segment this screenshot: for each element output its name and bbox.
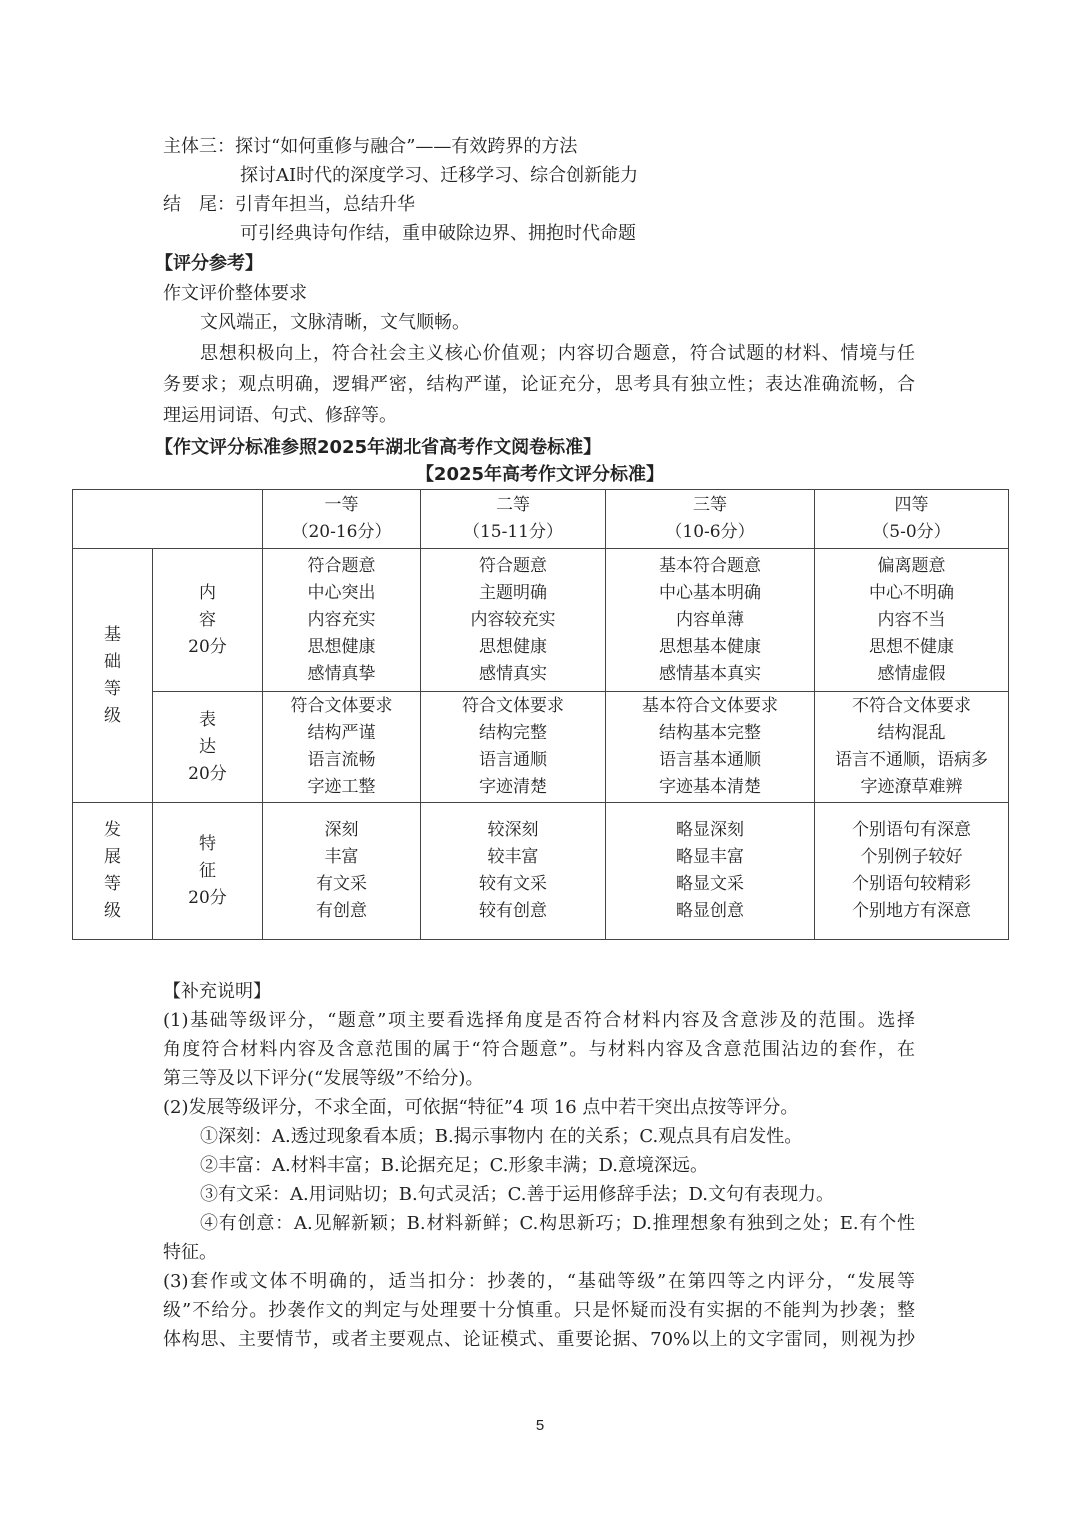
page-number: 5 xyxy=(535,1417,545,1434)
content-label: 内 容 20分 xyxy=(153,549,263,692)
overall-p2-line2: 务要求；观点明确，逻辑严密，结构严谨，论证充分，思考具有独立性；表达准确流畅，合 xyxy=(163,374,915,395)
table-corner xyxy=(73,490,263,549)
overall-title: 作文评价整体要求 xyxy=(163,283,307,304)
content-row xyxy=(73,549,1009,692)
supplement-item-4-line2: 特征。 xyxy=(163,1242,217,1263)
outline-body3 xyxy=(163,135,577,159)
overall-p1: 文风端正，文脉清晰，文气顺畅。 xyxy=(200,312,470,333)
expression-cell-4: 不符合文体要求 结构混乱 语言不通顺，语病多 字迹潦草难辨 xyxy=(815,692,1009,803)
content-cell-4: 偏离题意 中心不明确 内容不当 思想不健康 感情虚假 xyxy=(815,549,1009,692)
dev-level-label: 发 展 等 级 xyxy=(73,803,153,940)
header-grade-4: 四等 （5-0分） xyxy=(815,490,1009,549)
feature-cell-1: 深刻 丰富 有文采 有创意 xyxy=(263,803,421,940)
overall-p2-line3: 理运用词语、句式、修辞等。 xyxy=(163,405,397,426)
supplement-s1-line3: 第三等及以下评分(“发展等级”不给分)。 xyxy=(163,1068,484,1089)
supplement-s1-line2: 角度符合材料内容及含意范围的属于“符合题意”。与材料内容及含意范围沾边的套作，在 xyxy=(163,1039,915,1060)
expression-cell-3: 基本符合文体要求 结构基本完整 语言基本通顺 字迹基本清楚 xyxy=(606,692,815,803)
supplement-s3-line1: (3)套作或文体不明确的，适当扣分：抄袭的，“基础等级”在第四等之内评分，“发展等 xyxy=(163,1271,915,1292)
supplement-item-3: ③有文采：A.用词贴切；B.句式灵活；C.善于运用修辞手法；D.文句有表现力。 xyxy=(200,1184,835,1205)
feature-row xyxy=(73,803,1009,940)
content-cell-2: 符合题意 主题明确 内容较充实 思想健康 感情真实 xyxy=(421,549,606,692)
table-title: 【2025年高考作文评分标准】 xyxy=(415,464,665,485)
expression-cell-2: 符合文体要求 结构完整 语言通顺 字迹清楚 xyxy=(421,692,606,803)
header-grade-2: 二等 （15-11分） xyxy=(421,490,606,549)
outline-body3-line2: 探讨AI时代的深度学习、迁移学习、综合创新能力 xyxy=(240,165,639,186)
content-cell-3: 基本符合题意 中心基本明确 内容单薄 思想基本健康 感情基本真实 xyxy=(606,549,815,692)
supplement-item-4-line1: ④有创意：A.见解新颖；B.材料新鲜；C.构思新巧；D.推理想象有独到之处；E.有个性 xyxy=(200,1213,915,1234)
feature-cell-3: 略显深刻 略显丰富 略显文采 略显创意 xyxy=(606,803,815,940)
supplement-s1-line1: (1)基础等级评分，“题意”项主要看选择角度是否符合材料内容及含意涉及的范围。选择 xyxy=(163,1010,915,1031)
feature-label: 特 征 20分 xyxy=(153,803,263,940)
outline-ending xyxy=(163,193,415,217)
supplement-item-2: ②丰富：A.材料丰富；B.论据充足；C.形象丰满；D.意境深远。 xyxy=(200,1155,709,1176)
header-grade-1: 一等 （20-16分） xyxy=(263,490,421,549)
supplement-heading: 【补充说明】 xyxy=(163,981,271,1002)
outline-ending-line1: 引青年担当，总结升华 xyxy=(235,194,415,215)
feature-cell-2: 较深刻 较丰富 较有文采 较有创意 xyxy=(421,803,606,940)
table-header-row xyxy=(73,490,1009,549)
standard-note: 【作文评分标准参照2025年湖北省高考作文阅卷标准】 xyxy=(155,437,602,458)
expression-cell-1: 符合文体要求 结构严谨 语言流畅 字迹工整 xyxy=(263,692,421,803)
expression-row xyxy=(73,692,1009,803)
outline-ending-label: 结 尾： xyxy=(163,194,235,215)
feature-cell-4: 个别语句有深意 个别例子较好 个别语句较精彩 个别地方有深意 xyxy=(815,803,1009,940)
scoring-ref-heading: 【评分参考】 xyxy=(155,253,263,274)
basic-level-label: 基 础 等 级 xyxy=(73,549,153,803)
supplement-s3-line3: 体构思、主要情节，或者主要观点、论证模式、重要论据、70%以上的文字雷同，则视为抄 xyxy=(163,1329,915,1350)
supplement-s2: (2)发展等级评分，不求全面，可依据“特征”4 项 16 点中若干突出点按等评分。 xyxy=(163,1097,799,1118)
content-cell-1: 符合题意 中心突出 内容充实 思想健康 感情真挚 xyxy=(263,549,421,692)
outline-ending-line2: 可引经典诗句作结，重申破除边界、拥抱时代命题 xyxy=(240,223,636,244)
outline-body3-label: 主体三： xyxy=(163,136,235,157)
header-grade-3: 三等 （10-6分） xyxy=(606,490,815,549)
expression-label: 表 达 20分 xyxy=(153,692,263,803)
outline-body3-line1: 探讨“如何重修与融合”——有效跨界的方法 xyxy=(235,136,578,157)
scoring-table xyxy=(72,489,1009,940)
supplement-item-1: ①深刻：A.透过现象看本质；B.揭示事物内 在的关系；C.观点具有启发性。 xyxy=(200,1126,803,1147)
supplement-s3-line2: 级”不给分。抄袭作文的判定与处理要十分慎重。只是怀疑而没有实据的不能判为抄袭；整 xyxy=(163,1300,915,1321)
overall-p2-line1: 思想积极向上，符合社会主义核心价值观；内容切合题意，符合试题的材料、情境与任 xyxy=(200,343,915,364)
